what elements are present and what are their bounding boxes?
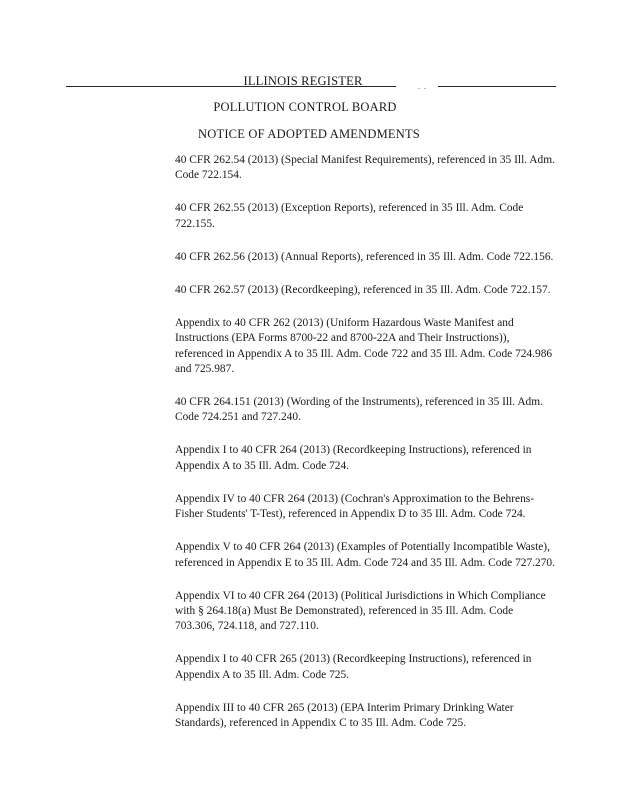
- reference-entry: 40 CFR 264.151 (2013) (Wording of the Instruments), referenced in 35 Ill. Adm. Code 724.251 and 727.240.: [175, 396, 543, 424]
- reference-entry: Appendix to 40 CFR 262 (2013) (Uniform Hazardous Waste Manifest and Instructions (EPA Forms 8700-22 and 8700-22A and Their Instructions)), referenced in Appendix A to 35 Ill. Adm. Code 722 and 35 Ill. Adm. Code 724.986 and 725.987.: [175, 316, 553, 376]
- reference-entry: Appendix VI to 40 CFR 264 (2013) (Political Jurisdictions in Which Compliance with § 264.18(a) Must Be Demonstrated), referenced in 35 Ill. Adm. Code 703.306, 724.118, and 727.110.: [175, 589, 546, 633]
- header-rule-dots: . .: [418, 82, 427, 91]
- header-rule-left: [66, 86, 396, 87]
- reference-entry: 40 CFR 262.54 (2013) (Special Manifest Requirements), referenced in 35 Ill. Adm. Code 722.154.: [175, 154, 555, 182]
- register-title: ILLINOIS REGISTER: [243, 74, 363, 88]
- reference-list: [175, 153, 555, 749]
- notice-title: NOTICE OF ADOPTED AMENDMENTS: [198, 127, 420, 141]
- reference-entry: Appendix I to 40 CFR 264 (2013) (Recordkeeping Instructions), referenced in Appendix A to 35 Ill. Adm. Code 724.: [175, 444, 532, 472]
- board-title: POLLUTION CONTROL BOARD: [213, 100, 397, 114]
- reference-entry: Appendix IV to 40 CFR 264 (2013) (Cochran's Approximation to the Behrens-Fisher Students' T-Test), referenced in Appendix D to 35 Ill. Adm. Code 724.: [175, 492, 535, 521]
- reference-entry: Appendix III to 40 CFR 265 (2013) (EPA Interim Primary Drinking Water Standards), referenced in Appendix C to 35 Ill. Adm. Code 725.: [175, 701, 514, 730]
- header-rule-right: [438, 86, 556, 87]
- reference-entry: 40 CFR 262.55 (2013) (Exception Reports), referenced in 35 Ill. Adm. Code 722.155.: [175, 202, 524, 230]
- reference-entry: Appendix I to 40 CFR 265 (2013) (Recordkeeping Instructions), referenced in Appendix A to 35 Ill. Adm. Code 725.: [175, 653, 532, 681]
- reference-entry: Appendix V to 40 CFR 264 (2013) (Examples of Potentially Incompatible Waste), referenced in Appendix E to 35 Ill. Adm. Code 724 and 35 Ill. Adm. Code 727.270.: [175, 541, 555, 569]
- reference-entry: 40 CFR 262.57 (2013) (Recordkeeping), referenced in 35 Ill. Adm. Code 722.157.: [175, 283, 551, 296]
- reference-entry: 40 CFR 262.56 (2013) (Annual Reports), referenced in 35 Ill. Adm. Code 722.156.: [175, 250, 554, 263]
